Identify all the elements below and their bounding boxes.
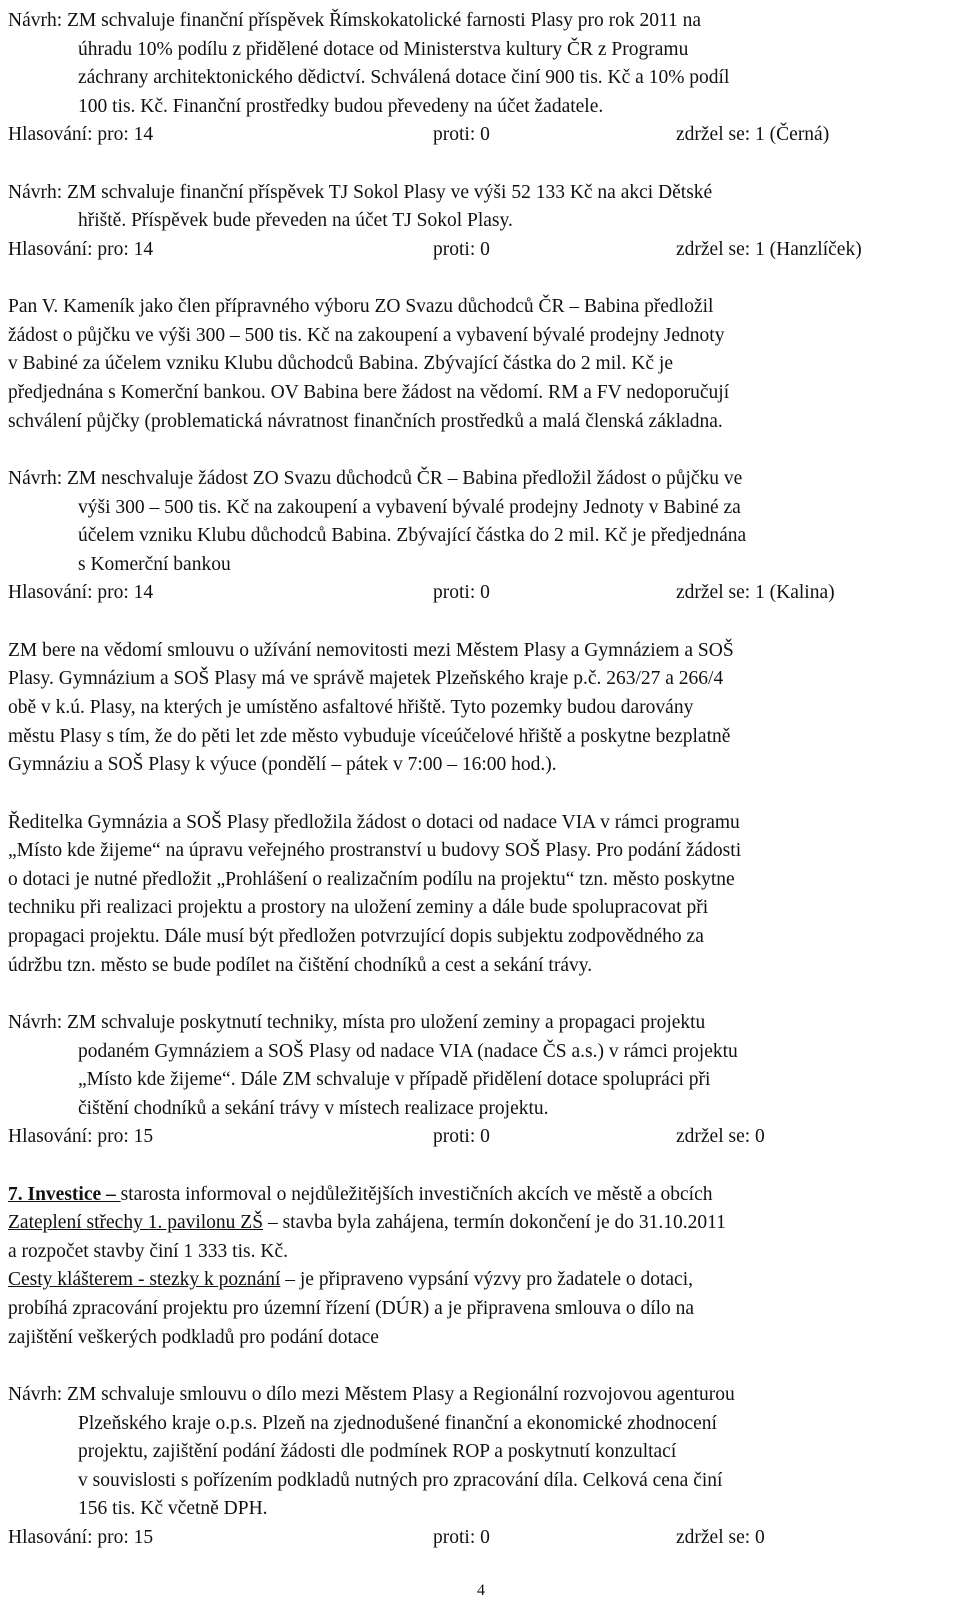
paragraph-line: Návrh: ZM schvaluje finanční příspěvek TJ Sokol Plasy ve výši 52 133 Kč na akci Dětské <box>8 182 713 203</box>
paragraph-line: o dotaci je nutné předložit „Prohlášení o realizačním podílu na projektu“ tzn. město poskytne <box>8 869 735 890</box>
investment-item <box>8 1265 693 1294</box>
paragraph-line: 100 tis. Kč. Finanční prostředky budou převedeny na účet žadatele. <box>78 96 604 117</box>
paragraph-line: podaném Gymnáziem a SOŠ Plasy od nadace VIA (nadace ČS a.s.) v rámci projektu <box>78 1041 738 1062</box>
vote-proti: proti: 0 <box>433 582 490 603</box>
paragraph-line: Plzeňského kraje o.p.s. Plzeň na zjednodušené finanční a ekonomické zhodnocení <box>78 1413 717 1434</box>
paragraph-line: v souvislosti s pořízením podkladů nutných pro zpracování díla. Celková cena činí <box>78 1470 723 1491</box>
vote-pro: Hlasování: pro: 14 <box>8 582 154 603</box>
paragraph-line: v Babiné za účelem vzniku Klubu důchodců Babina. Zbývající částka do 2 mil. Kč je <box>8 353 673 374</box>
section-heading <box>8 1180 713 1209</box>
vote-pro: Hlasování: pro: 14 <box>8 124 154 145</box>
paragraph-line: obě v k.ú. Plasy, na kterých je umístěno asfaltové hřiště. Tyto pozemky budou darovány <box>8 697 694 718</box>
investment-text: – je připraveno vypsání výzvy pro žadatele o dotaci, <box>280 1269 693 1290</box>
paragraph-line: zajištění veškerých podkladů pro podání dotace <box>8 1327 379 1348</box>
vote-proti: proti: 0 <box>433 124 490 145</box>
vote-pro: Hlasování: pro: 15 <box>8 1126 154 1147</box>
paragraph-line: techniku při realizaci projektu a prostory na uložení zeminy a dále bude spolupracovat při <box>8 897 709 918</box>
paragraph-line: předjednána s Komerční bankou. OV Babina bere žádost na vědomí. RM a FV nedoporučují <box>8 382 730 403</box>
paragraph-line: Plasy. Gymnázium a SOŠ Plasy má ve správě majetek Plzeňského kraje p.č. 263/27 a 266/4 <box>8 668 724 689</box>
paragraph-line: Gymnáziu a SOŠ Plasy k výuce (pondělí – pátek v 7:00 – 16:00 hod.). <box>8 754 557 775</box>
paragraph-line: údržbu tzn. město se bude podílet na čištění chodníků a cest a sekání trávy. <box>8 955 593 976</box>
vote-zdrzel: zdržel se: 1 (Hanzlíček) <box>676 239 862 260</box>
vote-proti: proti: 0 <box>433 1126 490 1147</box>
paragraph-line: záchrany architektonického dědictví. Schválená dotace činí 900 tis. Kč a 10% podíl <box>78 67 730 88</box>
section-number: 7. <box>8 1184 28 1205</box>
paragraph-line: „Místo kde žijeme“ na úpravu veřejného prostranství u budovy SOŠ Plasy. Pro podání žádosti <box>8 840 742 861</box>
paragraph-line: probíhá zpracování projektu pro územní řízení (DÚR) a je připravena smlouva o dílo na <box>8 1298 695 1319</box>
section-intro: starosta informoval o nejdůležitějších investičních akcích ve městě a obcích <box>120 1184 713 1205</box>
paragraph-line: schválení půjčky (problematická návratnost finančních prostředků a malá členská základna. <box>8 411 723 432</box>
section-title: Investice – <box>27 1184 121 1205</box>
paragraph-line: úhradu 10% podílu z přidělené dotace od Ministerstva kultury ČR z Programu <box>78 39 689 60</box>
vote-pro: Hlasování: pro: 14 <box>8 239 154 260</box>
paragraph-line: městu Plasy s tím, že do pěti let zde město vybuduje víceúčelové hřiště a poskytne bezplatně <box>8 726 731 747</box>
paragraph-line: Návrh: ZM neschvaluje žádost ZO Svazu důchodců ČR – Babina předložil žádost o půjčku ve <box>8 468 743 489</box>
investment-item <box>8 1208 726 1237</box>
paragraph-line: ZM bere na vědomí smlouvu o užívání nemovitosti mezi Městem Plasy a Gymnáziem a SOŠ <box>8 640 734 661</box>
paragraph-line: propagaci projektu. Dále musí být předložen potvrzující dopis subjektu zodpovědného za <box>8 926 704 947</box>
paragraph-line: Pan V. Kameník jako člen přípravného výboru ZO Svazu důchodců ČR – Babina předložil <box>8 296 714 317</box>
vote-zdrzel: zdržel se: 0 <box>676 1527 765 1548</box>
paragraph-line: a rozpočet stavby činí 1 333 tis. Kč. <box>8 1241 288 1262</box>
paragraph-line: čištění chodníků a sekání trávy v místech realizace projektu. <box>78 1098 549 1119</box>
vote-zdrzel: zdržel se: 1 (Černá) <box>676 124 830 145</box>
investment-title: Zateplení střechy 1. pavilonu ZŠ <box>8 1212 264 1233</box>
vote-zdrzel: zdržel se: 0 <box>676 1126 765 1147</box>
paragraph-line: účelem vzniku Klubu důchodců Babina. Zbývající částka do 2 mil. Kč je předjednána <box>78 525 747 546</box>
paragraph-line: Návrh: ZM schvaluje smlouvu o dílo mezi Městem Plasy a Regionální rozvojovou agenturou <box>8 1384 735 1405</box>
paragraph-line: Návrh: ZM schvaluje poskytnutí techniky, místa pro uložení zeminy a propagaci projektu <box>8 1012 706 1033</box>
paragraph-line: 156 tis. Kč včetně DPH. <box>78 1498 268 1519</box>
vote-zdrzel: zdržel se: 1 (Kalina) <box>676 582 835 603</box>
paragraph-line: s Komerční bankou <box>78 554 231 575</box>
paragraph-line: Ředitelka Gymnázia a SOŠ Plasy předložila žádost o dotaci od nadace VIA v rámci programu <box>8 812 740 833</box>
paragraph-line: žádost o půjčku ve výši 300 – 500 tis. Kč na zakoupení a vybavení bývalé prodejny Jednoty <box>8 325 725 346</box>
paragraph-line: „Místo kde žijeme“. Dále ZM schvaluje v případě přidělení dotace spolupráci při <box>78 1069 711 1090</box>
vote-proti: proti: 0 <box>433 239 490 260</box>
paragraph-line: projektu, zajištění podání žádosti dle podmínek ROP a poskytnutí konzultací <box>78 1441 677 1462</box>
page-number: 4 <box>477 1582 485 1599</box>
paragraph-line: hřiště. Příspěvek bude převeden na účet TJ Sokol Plasy. <box>78 210 513 231</box>
investment-text: – stavba byla zahájena, termín dokončení je do 31.10.2011 <box>263 1212 726 1233</box>
paragraph-line: Návrh: ZM schvaluje finanční příspěvek Římskokatolické farnosti Plasy pro rok 2011 na <box>8 10 702 31</box>
vote-proti: proti: 0 <box>433 1527 490 1548</box>
investment-title: Cesty klášterem - stezky k poznání <box>8 1269 281 1290</box>
paragraph-line: výši 300 – 500 tis. Kč na zakoupení a vybavení bývalé prodejny Jednoty v Babiné za <box>78 497 741 518</box>
vote-pro: Hlasování: pro: 15 <box>8 1527 154 1548</box>
